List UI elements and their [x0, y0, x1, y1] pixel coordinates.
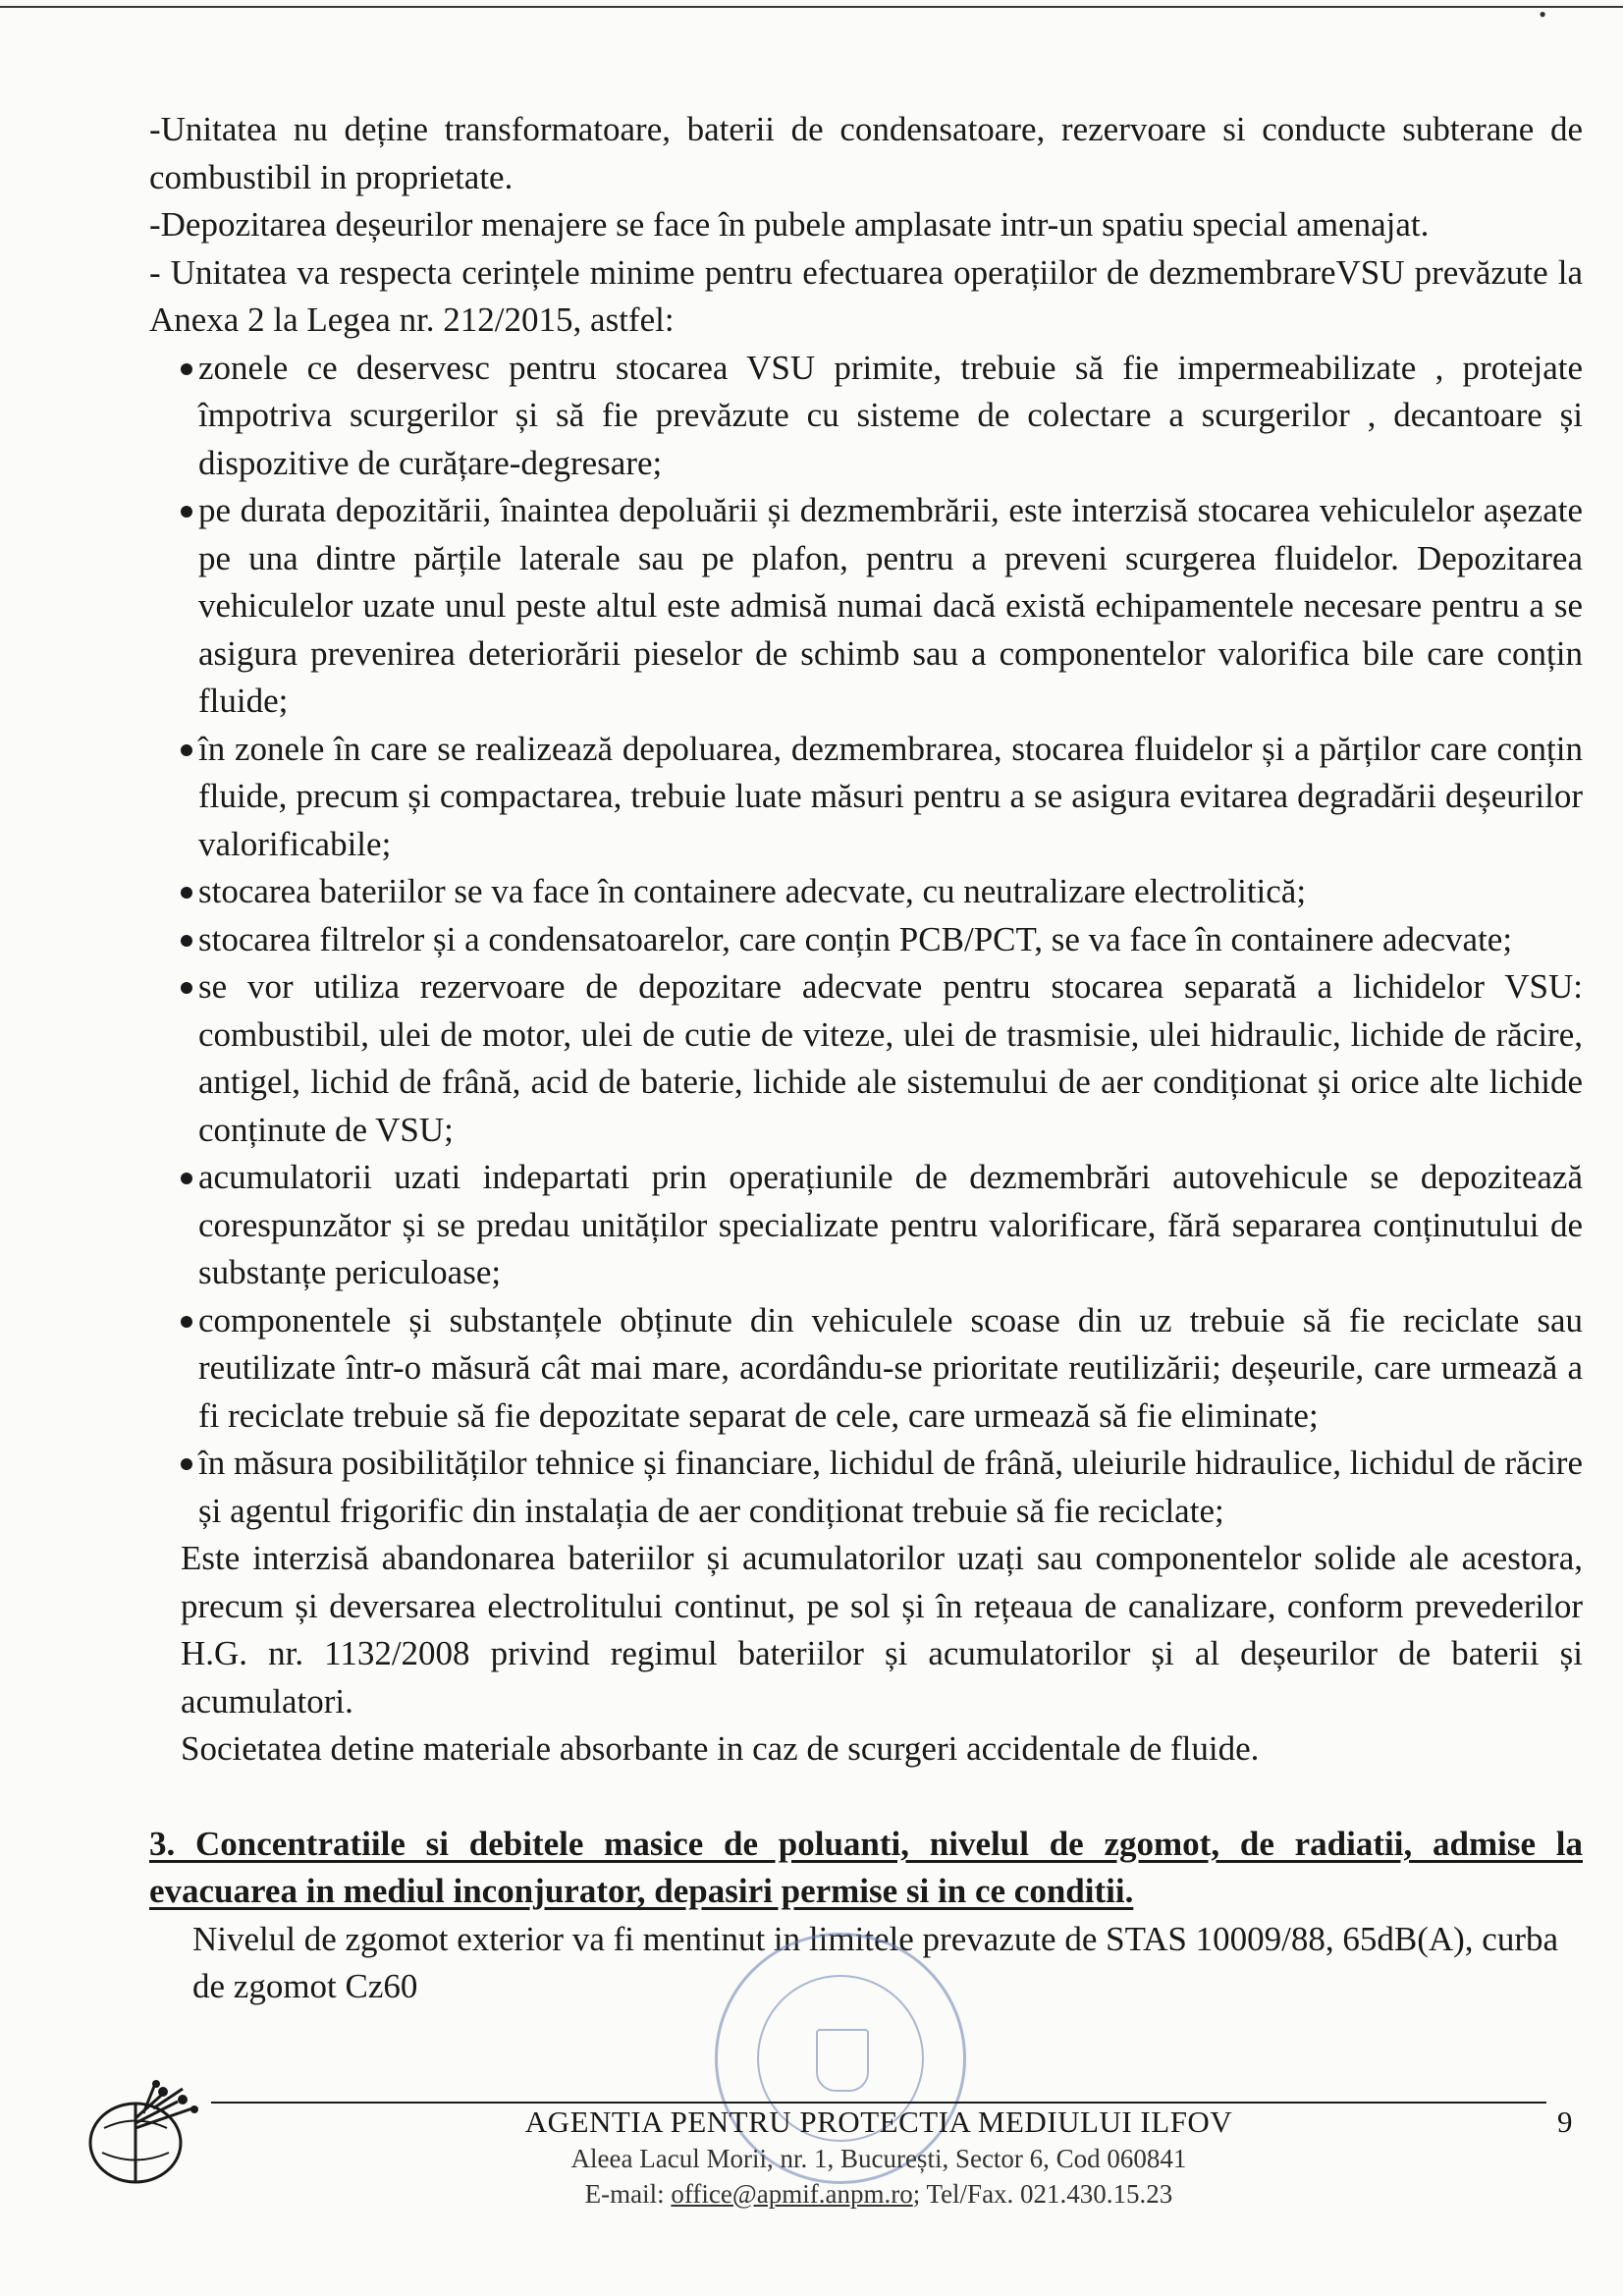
list-item-text: în măsura posibilităților tehnice și financiare, lichidul de frână, uleiurile hidraulice, lichidul de răcire și agentul frigorific din instalația de aer condiționat trebuie să fie reciclate;	[198, 1444, 1583, 1530]
list-item	[181, 963, 1583, 1154]
footer-phone: ; Tel/Fax. 021.430.15.23	[912, 2179, 1173, 2209]
list-item	[181, 487, 1583, 726]
list-item	[181, 726, 1583, 869]
list-item-text: acumulatorii uzati indepartati prin operațiunile de dezmembrări autovehicule se depozitează corespunzător și se predau unităților specializate pentru valorificare, fără separarea conținutului de substanțe periculoase;	[198, 1158, 1583, 1291]
stamp-emblem-icon	[816, 2029, 869, 2092]
list-item	[181, 1154, 1583, 1297]
list-item-text: stocarea filtrelor și a condensatoarelor, care conțin PCB/PCT, se va face în containere adecvate;	[198, 919, 1513, 958]
bullet-icon	[181, 506, 192, 518]
bullet-icon	[181, 935, 192, 947]
footer-email-label: E-mail:	[584, 2179, 672, 2209]
section-3-heading: 3. Concentratiile si debitele masice de poluanti, nivelul de zgomot, de radiatii, admise la evacuarea in mediul inconjurator, depasiri permise si in ce conditii.	[149, 1824, 1583, 1910]
footer-contact	[211, 2176, 1546, 2212]
footer-email-link[interactable]: office@apmif.anpm.ro	[671, 2179, 913, 2209]
page-number: 9	[1557, 2105, 1573, 2139]
paragraph-waste-storage: -Depozitarea deșeurilor menajere se face în pubele amplasate intr-un spatiu special amenajat.	[149, 205, 1430, 244]
list-item	[181, 1297, 1583, 1441]
requirements-list	[149, 345, 1583, 1536]
list-item-text: componentele și substanțele obținute din vehiculele scoase din uz trebuie să fie reciclate sau reutilizate într-o măsură cât mai mare, acordându-se prioritate reutilizării; deșeurile, care urmează a fi reciclate trebuie să fie depozitate separat de cele, care urmează să fie eliminate;	[198, 1300, 1583, 1435]
list-item	[181, 345, 1583, 488]
list-item-text: în zonele în care se realizează depoluarea, dezmembrarea, stocarea fluidelor și a părților care conțin fluide, precum și compactarea, trebuie luate măsuri pentru a se asigura evitarea degradării deșeurilor valorificabile;	[198, 729, 1583, 863]
list-item	[181, 1440, 1583, 1535]
list-item-text: se vor utiliza rezervoare de depozitare adecvate pentru stocarea separată a lichidelor VSU: combustibil, ulei de motor, ulei de cutie de viteze, ulei de trasmisie, ulei hidraulic, lichide de răcire, antigel, lichid de frână, acid de baterie, lichide ale sistemului de aer condiționat și orice alte lichide conținute de VSU;	[198, 967, 1583, 1149]
section-3-body: Nivelul de zgomot exterior va fi mentinut in limitele prevazute de STAS 10009/88, 65dB(A), curba de zgomot Cz60	[192, 1919, 1559, 2005]
footer-agency-name: AGENTIA PENTRU PROTECTIA MEDIULUI ILFOV	[524, 2105, 1233, 2139]
list-item	[181, 916, 1583, 964]
paragraph-requirements-intro: - Unitatea va respecta cerințele minime pentru efectuarea operațiilor de dezmembrareVSU prevăzute la Anexa 2 la Legea nr. 212/2015, astfel:	[149, 252, 1583, 339]
list-item	[181, 868, 1583, 916]
bullet-icon	[181, 1458, 192, 1470]
page-footer	[211, 2104, 1546, 2212]
paragraph-transformers: -Unitatea nu deține transformatoare, baterii de condensatoare, rezervoare si conducte subterane de combustibil in proprietate.	[149, 110, 1583, 196]
list-item-text: zonele ce deservesc pentru stocarea VSU primite, trebuie să fie impermeabilizate , protejate împotriva scurgerilor și să fie prevăzute cu sisteme de colectare a scurgerilor , decantoare și dispozitive de curățare-degresare;	[198, 348, 1583, 482]
document-body	[149, 106, 1583, 2011]
bullet-icon	[181, 363, 192, 375]
paragraph-absorbent: Societatea detine materiale absorbante in caz de scurgeri accidentale de fluide.	[181, 1729, 1260, 1768]
bullet-icon	[181, 1173, 192, 1184]
bullet-icon	[181, 744, 192, 756]
bullet-icon	[181, 982, 192, 994]
paragraph-batteries: Este interzisă abandonarea bateriilor și acumulatorilor uzați sau componentelor solide ale acestora, precum și deversarea electrolitului continut, pe sol și în rețeaua de canalizare, conform prevederilor H.G. nr. 1132/2008 privind regimul bateriilor și acumulatorilor și al deșeurilor de baterii și acumulatori.	[181, 1539, 1583, 1721]
bullet-icon	[181, 1316, 192, 1328]
footer-address: Aleea Lacul Morii, nr. 1, București, Sector 6, Cod 060841	[570, 2144, 1187, 2173]
top-border-line	[0, 6, 1623, 8]
list-item-text: pe durata depozitării, înaintea depoluării și dezmembrării, este interzisă stocarea vehiculelor așezate pe una dintre părțile laterale sau pe plafon, pentru a preveni scurgerea fluidelor. Depozitarea vehiculelor uzate unul peste altul este admisă numai dacă există echipamentele necesare pentru a se asigura prevenirea deteriorării pieselor de schimb sau a componentelor valorifica bile care conțin fluide;	[198, 491, 1583, 720]
list-item-text: stocarea bateriilor se va face în containere adecvate, cu neutralizare electrolitică;	[198, 872, 1307, 910]
globe-tree-logo-icon	[84, 2074, 232, 2202]
corner-mark-icon: •	[1539, 2, 1546, 27]
bullet-icon	[181, 887, 192, 899]
